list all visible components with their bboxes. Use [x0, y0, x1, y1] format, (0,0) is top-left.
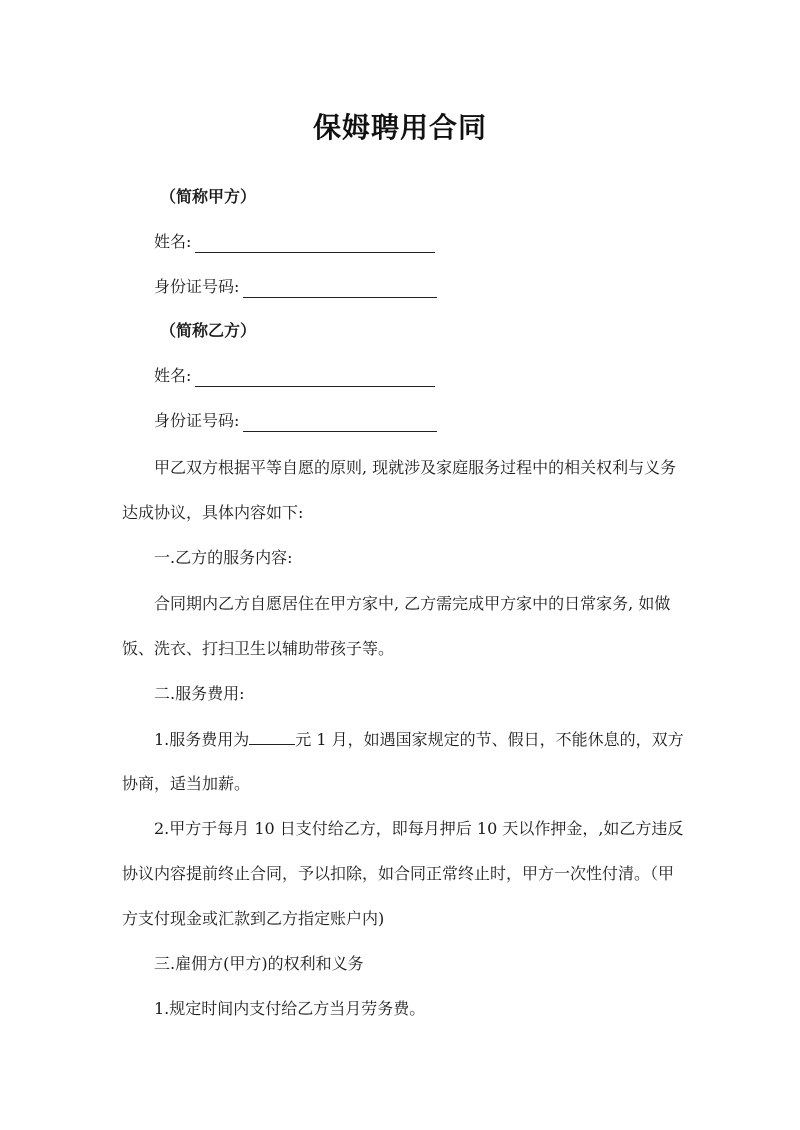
party-a-name-blank[interactable]	[195, 234, 435, 253]
section-2-item-2-line-1: 2.甲方于每月 10 日支付给乙方，即每月押后 10 天以作押金，,如乙方违反	[154, 819, 684, 838]
party-a-id-label: 身份证号码:	[154, 277, 240, 296]
party-a-id-blank[interactable]	[243, 279, 437, 298]
intro-line-2: 达成协议，具体内容如下:	[122, 503, 304, 522]
party-b-heading: （简称乙方）	[160, 321, 257, 340]
party-b-id-field	[154, 410, 437, 432]
section-1-para-line-2: 饭、洗衣、打扫卫生以辅助带孩子等。	[122, 639, 395, 658]
document-title: 保姆聘用合同	[312, 111, 487, 144]
party-b-id-blank[interactable]	[243, 413, 437, 432]
section-2-item-1-line-2: 协商，适当加薪。	[122, 774, 251, 793]
party-a-heading: （简称甲方）	[160, 187, 257, 206]
party-a-name-field	[154, 231, 435, 253]
section-2-item-2-line-2: 协议内容提前终止合同，予以扣除，如合同正常终止时，甲方一次性付清。（甲	[122, 864, 675, 883]
party-b-name-blank[interactable]	[195, 368, 435, 387]
section-2-heading: 二.服务费用:	[154, 684, 245, 703]
intro-line-1: 甲乙双方根据平等自愿的原则, 现就涉及家庭服务过程中的相关权利与义务	[154, 458, 677, 477]
fee-terms: 元 1 月，如遇国家规定的节、假日，不能休息的，双方	[295, 730, 684, 749]
section-3-heading: 三.雇佣方(甲方)的权利和义务	[154, 954, 364, 973]
section-1-para-line-1: 合同期内乙方自愿居住在甲方家中, 乙方需完成甲方家中的日常家务, 如做	[154, 594, 671, 613]
fee-amount-blank[interactable]	[249, 728, 295, 745]
section-2-item-1-line-1	[154, 728, 684, 751]
party-a-name-label: 姓名:	[154, 232, 192, 251]
section-3-item-1: 1.规定时间内支付给乙方当月劳务费。	[154, 999, 426, 1018]
party-a-id-field	[154, 276, 437, 298]
party-b-name-field	[154, 365, 435, 387]
section-1-heading: 一.乙方的服务内容:	[154, 548, 293, 567]
section-2-item-2-line-3: 方支付现金或汇款到乙方指定账户内)	[122, 909, 385, 928]
party-b-name-label: 姓名:	[154, 366, 192, 385]
party-b-id-label: 身份证号码:	[154, 411, 240, 430]
fee-label: 1.服务费用为	[154, 730, 250, 749]
